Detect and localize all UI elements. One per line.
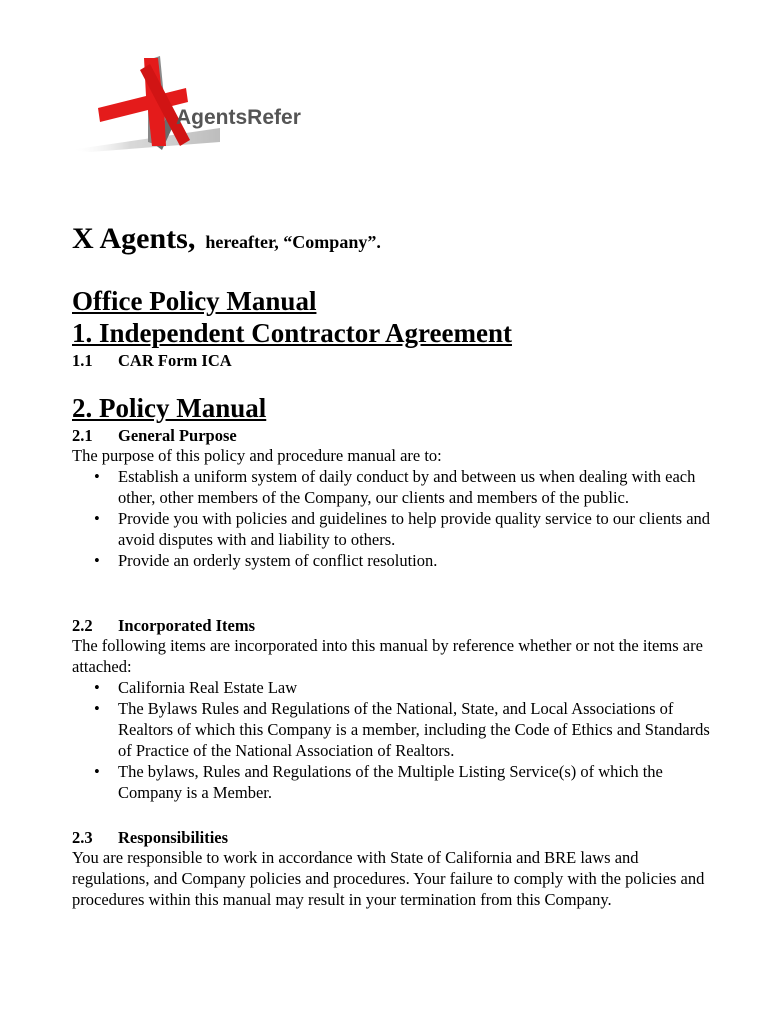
list-item: • Provide an orderly system of conflict resolution. [94, 551, 438, 570]
company-logo [70, 52, 330, 162]
list-item: • California Real Estate Law [94, 678, 298, 697]
company-name: X Agents, [72, 222, 196, 255]
list-item-text: Provide you with policies and guidelines to help provide quality service to our clients and avoid disputes with and liability to others. [118, 509, 711, 549]
subsection-title: General Purpose [118, 426, 237, 445]
purpose-intro: The purpose of this policy and procedure manual are to: [72, 446, 442, 465]
list-item-text: Provide an orderly system of conflict resolution. [118, 551, 438, 570]
subsection-title: Incorporated Items [118, 616, 256, 635]
subsection-2-1 [72, 426, 237, 446]
company-suffix: hereafter, “Company”. [205, 232, 381, 252]
subsection-number: 2.2 [72, 616, 93, 635]
subsection-1-1 [72, 351, 232, 371]
subsection-number: 2.1 [72, 426, 93, 445]
subsection-2-3 [72, 828, 228, 848]
list-item: • The Bylaws Rules and Regulations of the National, State, and Local Associations of Realtors of which this Company is a member, including the Code of Ethics and Standards of Practice of the National Association of Realtors. [94, 699, 710, 760]
subsection-title: CAR Form ICA [118, 351, 232, 370]
list-item-text: The Bylaws Rules and Regulations of the National, State, and Local Associations of Realtors of which this Company is a member, including the Code of Ethics and Standards of Practice of the National Association of Realtors. [118, 699, 710, 760]
list-item: • Provide you with policies and guidelines to help provide quality service to our clients and avoid disputes with and liability to others. [94, 509, 711, 549]
subsection-number: 1.1 [72, 351, 93, 370]
list-item: • Establish a uniform system of daily conduct by and between us when dealing with each other, other members of the Company, our clients and members of the public. [94, 467, 696, 507]
company-heading [72, 222, 381, 256]
subsection-number: 2.3 [72, 828, 93, 847]
section-1-title: 1. Independent Contractor Agreement [72, 318, 512, 348]
logo-text: AgentsRefer [176, 106, 301, 129]
incorporated-list [72, 677, 712, 803]
subsection-title: Responsibilities [118, 828, 229, 847]
manual-title: Office Policy Manual [72, 286, 317, 316]
list-item-text: California Real Estate Law [118, 678, 298, 697]
incorporated-intro: The following items are incorporated into this manual by reference whether or not the items are attached: [72, 636, 703, 676]
list-item: • The bylaws, Rules and Regulations of the Multiple Listing Service(s) of which the Company is a Member. [94, 762, 663, 802]
responsibilities-body: You are responsible to work in accordance with State of California and BRE laws and regulations, and Company policies and procedures. Your failure to comply with the policies and procedures within this manual may result in your termination from this Company. [72, 848, 705, 909]
list-item-text: Establish a uniform system of daily conduct by and between us when dealing with each other, other members of the Company, our clients and members of the public. [118, 467, 696, 507]
subsection-2-2 [72, 616, 255, 636]
purpose-list [72, 466, 712, 571]
list-item-text: The bylaws, Rules and Regulations of the Multiple Listing Service(s) of which the Company is a Member. [118, 762, 663, 802]
section-2-title: 2. Policy Manual [72, 393, 267, 423]
